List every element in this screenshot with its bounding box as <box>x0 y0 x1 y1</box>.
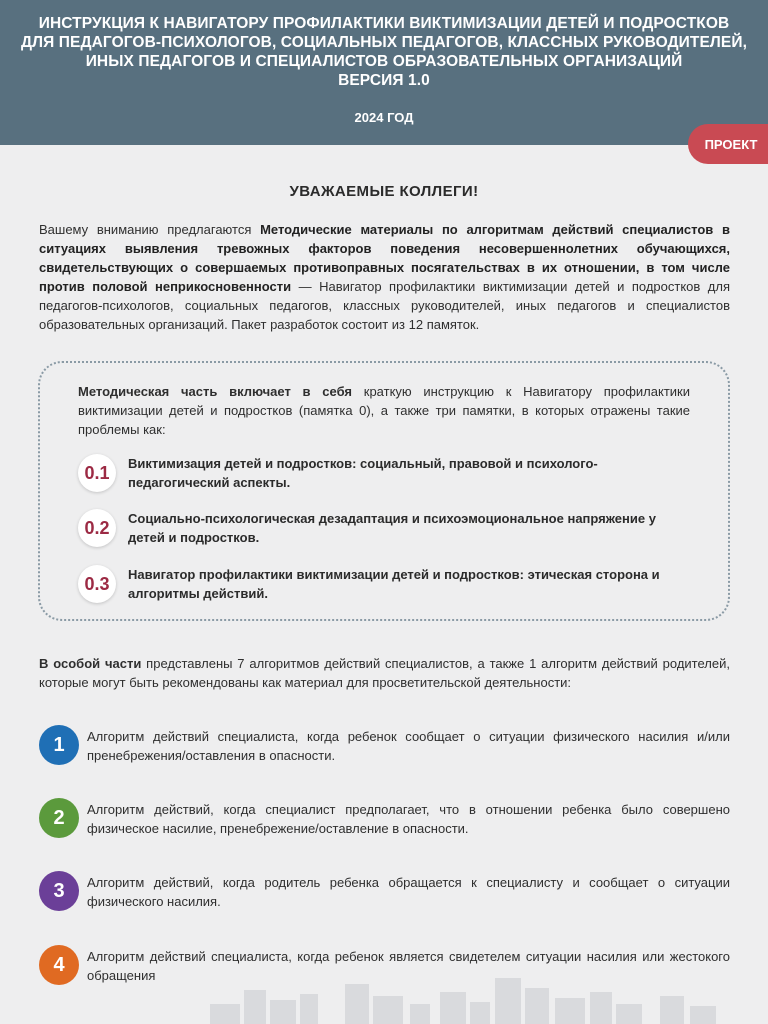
algorithm-number-badge: 4 <box>39 945 79 985</box>
method-number-badge: 0.2 <box>78 509 116 547</box>
algorithm-number-badge: 2 <box>39 798 79 838</box>
intro-rest: — Навигатор профилактики виктимизации детей и подростков для педагогов-психологов, социальных педагогов, классных руководителей, иных педагогов и специалистов образовательных организаций. Пакет разработок состоит из 12 памяток. <box>39 279 730 332</box>
method-number-badge: 0.1 <box>78 454 116 492</box>
method-item <box>78 509 678 553</box>
method-lead-bold: Методическая часть включает в себя <box>78 384 353 399</box>
header-title-line: ИНЫХ ПЕДАГОГОВ И СПЕЦИАЛИСТОВ ОБРАЗОВАТЕЛЬНЫХ ОРГАНИЗАЦИЙ <box>85 53 683 70</box>
algorithm-item <box>39 725 730 769</box>
special-intro <box>39 654 730 692</box>
method-intro <box>78 382 690 439</box>
method-item <box>78 565 678 609</box>
intro-lead: Вашему вниманию предлагаются <box>39 222 261 237</box>
algorithm-text: Алгоритм действий специалиста, когда ребенок сообщает о ситуации физического насилия и/или пренебрежения/оставления в опасности. <box>87 729 730 763</box>
algorithm-number-badge: 3 <box>39 871 79 911</box>
draft-badge: ПРОЕКТ <box>688 124 768 164</box>
header-title-line: ИНСТРУКЦИЯ К НАВИГАТОРУ ПРОФИЛАКТИКИ ВИКТИМИЗАЦИИ ДЕТЕЙ И ПОДРОСТКОВ <box>38 15 730 32</box>
method-item-text: Виктимизация детей и подростков: социальный, правовой и психолого-педагогический аспекты. <box>128 456 598 490</box>
method-section-box <box>38 361 730 621</box>
greeting-heading: УВАЖАЕМЫЕ КОЛЛЕГИ! <box>289 183 479 200</box>
intro-bold: Методические материалы по алгоритмам действий специалистов в ситуациях выявления тревожных факторов поведения несовершеннолетних обучающихся, свидетельствующих о совершаемых противоправных посягательствах в их отношении, в том числе против половой неприкосновенности <box>39 222 730 294</box>
algorithm-number-badge: 1 <box>39 725 79 765</box>
algorithm-text: Алгоритм действий, когда родитель ребенка обращается к специалисту и сообщает о ситуации физического насилия. <box>87 875 730 909</box>
method-item-text: Социально-психологическая дезадаптация и психоэмоциональное напряжение у детей и подростков. <box>128 511 656 545</box>
method-item <box>78 454 678 498</box>
algorithm-item <box>39 798 730 842</box>
algorithm-text: Алгоритм действий, когда специалист предполагает, что в отношении ребенка было совершено физическое насилие, пренебрежение/оставление в опасности. <box>87 802 730 836</box>
algorithm-item <box>39 945 730 989</box>
header-year: 2024 ГОД <box>354 110 414 125</box>
method-item-text: Навигатор профилактики виктимизации детей и подростков: этическая сторона и алгоритмы действий. <box>128 567 660 601</box>
algorithm-item <box>39 871 730 915</box>
intro-paragraph <box>39 220 730 334</box>
header-version: ВЕРСИЯ 1.0 <box>338 72 430 89</box>
special-lead-rest: представлены 7 алгоритмов действий специалистов, а также 1 алгоритм действий родителей, которые могут быть рекомендованы как материал для просветительской деятельности: <box>39 656 730 690</box>
method-number-badge: 0.3 <box>78 565 116 603</box>
method-lead-rest: краткую инструкцию к Навигатору профилактики виктимизации детей и подростков (памятка 0), а также три памятки, в которых отражены такие проблемы как: <box>78 384 690 437</box>
document-header <box>0 0 768 145</box>
header-title-line: ДЛЯ ПЕДАГОГОВ-ПСИХОЛОГОВ, СОЦИАЛЬНЫХ ПЕДАГОГОВ, КЛАССНЫХ РУКОВОДИТЕЛЕЙ, <box>21 34 747 51</box>
algorithm-text: Алгоритм действий специалиста, когда ребенок является свидетелем ситуации насилия или жестокого обращения <box>87 949 730 983</box>
special-lead-bold: В особой части <box>39 656 142 671</box>
